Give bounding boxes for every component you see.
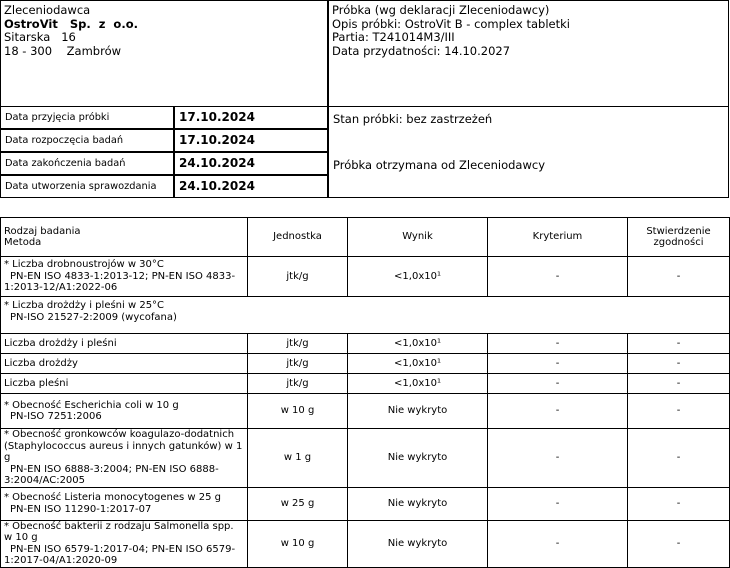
unit-cell: jtk/g — [248, 257, 348, 297]
criterion-cell: - — [488, 429, 628, 488]
result-cell: Nie wykryto — [348, 487, 488, 520]
results-header-row — [1, 218, 730, 257]
test-method: PN-ISO 21527-2:2009 (wycofana) — [10, 311, 177, 323]
criterion-cell: - — [488, 487, 628, 520]
unit-cell: w 10 g — [248, 394, 348, 429]
test-method-cont: 1:2017-04/A1:2020-09 — [4, 555, 118, 566]
sample-state-box — [328, 106, 729, 198]
test-method: PN-EN ISO 4833-1:2013-12; PN-EN ISO 4833- — [10, 270, 236, 282]
conformity-cell: - — [628, 520, 730, 567]
table-row — [1, 520, 730, 567]
result-cell: Nie wykryto — [348, 429, 488, 488]
result-cell: Nie wykryto — [348, 520, 488, 567]
table-row — [1, 394, 730, 429]
conformity-cell: - — [628, 257, 730, 297]
unit-cell: w 25 g — [248, 487, 348, 520]
sample-expiry: Data przydatności: 14.10.2027 — [332, 43, 511, 58]
criterion-cell: - — [488, 394, 628, 429]
test-cell — [1, 487, 248, 520]
test-method: PN-ISO 7251:2006 — [10, 411, 102, 422]
test-method: PN-EN ISO 6888-3:2004; PN-EN ISO 6888- — [10, 463, 219, 475]
criterion-cell: - — [488, 257, 628, 297]
sample-condition: Stan próbki: bez zastrzeżeń — [333, 112, 493, 126]
conformity-cell: - — [628, 429, 730, 488]
client-street: Sitarska 16 — [4, 30, 76, 44]
result-cell: <1,0x10¹ — [348, 257, 488, 297]
criterion-cell: - — [488, 374, 628, 394]
unit-cell: jtk/g — [248, 374, 348, 394]
test-name: * Obecność bakterii z rodzaju Salmonella spp. w 10 g — [4, 520, 234, 543]
test-method: PN-EN ISO 11290-1:2017-07 — [10, 503, 152, 515]
client-heading: Zleceniodawca — [4, 3, 91, 17]
date-value-start: 17.10.2024 — [174, 129, 328, 152]
test-method-cont: 3:2004/AC:2005 — [4, 475, 86, 486]
header-test — [1, 218, 248, 257]
client-box — [0, 0, 328, 107]
unit-cell: w 10 g — [248, 520, 348, 567]
date-value-end: 24.10.2024 — [174, 152, 328, 175]
header-conformity-line1: Stwierdzenie — [646, 225, 711, 237]
header-conformity-line2: zgodności — [653, 237, 704, 248]
test-cell — [1, 429, 248, 488]
header-criterion: Kryterium — [488, 218, 628, 257]
test-method-cont: 1:2013-12/A1:2022-06 — [4, 282, 118, 294]
result-cell: <1,0x10¹ — [348, 354, 488, 374]
client-city: 18 - 300 Zambrów — [4, 43, 122, 58]
conformity-cell: - — [628, 334, 730, 354]
table-row — [1, 487, 730, 520]
table-row — [1, 354, 730, 374]
conformity-cell: - — [628, 374, 730, 394]
table-row — [1, 429, 730, 488]
table-row — [1, 374, 730, 394]
header-test-label: Rodzaj badania — [4, 225, 81, 237]
date-label-report: Data utworzenia sprawozdania — [0, 175, 174, 198]
test-method: PN-EN ISO 6579-1:2017-04; PN-EN ISO 6579- — [10, 543, 236, 555]
header-method-label: Metoda — [4, 237, 42, 248]
test-cell: Liczba drożdży — [1, 354, 248, 374]
test-cell: Liczba drożdży i pleśni — [1, 334, 248, 354]
table-row — [1, 297, 730, 334]
test-name: * Obecność Escherichia coli w 10 g — [4, 399, 179, 411]
unit-cell: w 1 g — [248, 429, 348, 488]
unit-cell: jtk/g — [248, 334, 348, 354]
sample-batch: Partia: T241014M3/III — [332, 30, 455, 44]
unit-cell: jtk/g — [248, 354, 348, 374]
sample-received-from: Próbka otrzymana od Zleceniodawcy — [333, 157, 545, 172]
test-cell: Liczba pleśni — [1, 374, 248, 394]
criterion-cell: - — [488, 334, 628, 354]
sample-box — [328, 0, 729, 107]
sample-heading: Próbka (wg deklaracji Zleceniodawcy) — [332, 3, 550, 17]
result-cell: <1,0x10¹ — [348, 374, 488, 394]
conformity-cell: - — [628, 487, 730, 520]
test-cell — [1, 257, 248, 297]
test-cell — [1, 520, 248, 567]
conformity-cell: - — [628, 394, 730, 429]
conformity-cell: - — [628, 354, 730, 374]
criterion-cell: - — [488, 520, 628, 567]
result-cell: <1,0x10¹ — [348, 334, 488, 354]
header-result: Wynik — [348, 218, 488, 257]
test-name: * Liczba drobnoustrojów w 30°C — [4, 259, 164, 271]
results-table — [0, 217, 730, 568]
table-row — [1, 257, 730, 297]
date-label-received: Data przyjęcia próbki — [0, 106, 174, 129]
test-name-cont: (Staphylococcus aureus i innych gatunków) w 1 g — [4, 440, 243, 463]
date-label-start: Data rozpoczęcia badań — [0, 129, 174, 152]
test-cell — [1, 297, 730, 334]
sample-description: Opis próbki: OstroVit B - complex tabletki — [332, 16, 570, 31]
test-name: * Liczba drożdży i pleśni w 25°C — [4, 300, 165, 311]
table-row — [1, 334, 730, 354]
result-cell: Nie wykryto — [348, 394, 488, 429]
header-unit: Jednostka — [248, 218, 348, 257]
test-name: * Obecność Listeria monocytogenes w 25 g — [4, 492, 221, 503]
date-label-end: Data zakończenia badań — [0, 152, 174, 175]
date-value-report: 24.10.2024 — [174, 175, 328, 198]
test-name: * Obecność gronkowców koagulazo-dodatnich — [4, 429, 235, 440]
client-name: OstroVit Sp. z o.o. — [4, 16, 138, 31]
test-cell — [1, 394, 248, 429]
header-conformity — [628, 218, 730, 257]
criterion-cell: - — [488, 354, 628, 374]
date-value-received: 17.10.2024 — [174, 106, 328, 129]
